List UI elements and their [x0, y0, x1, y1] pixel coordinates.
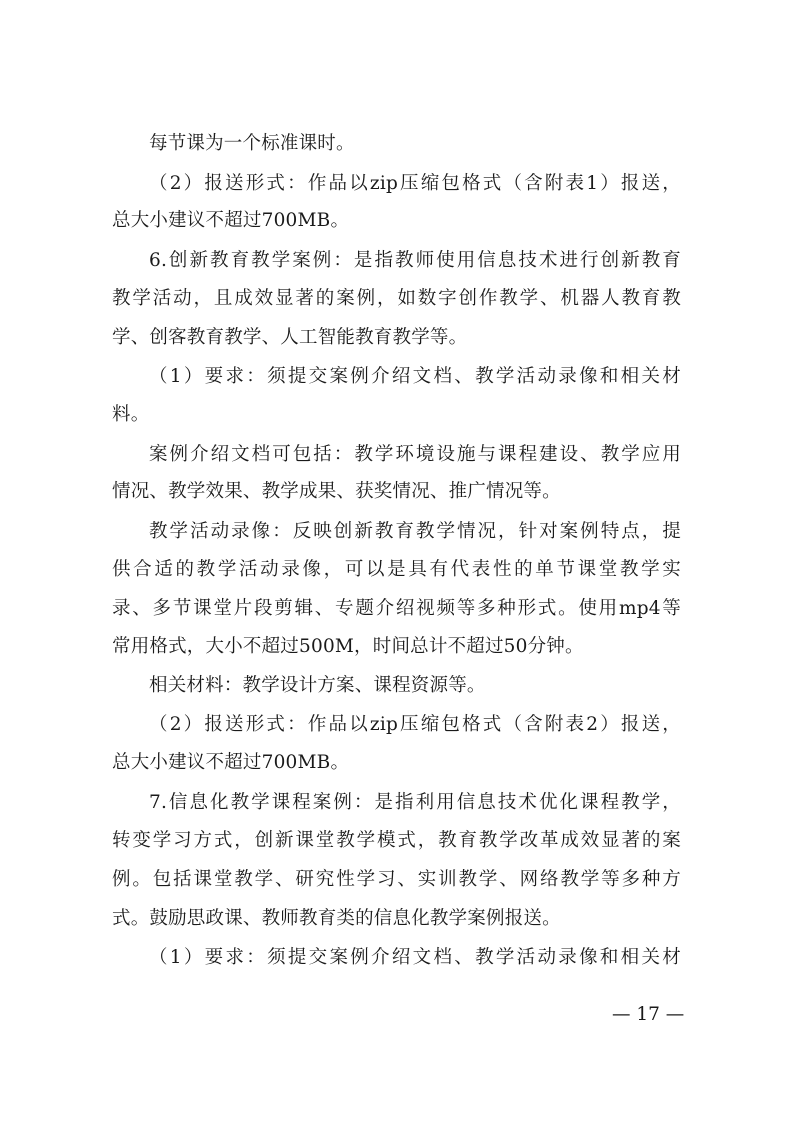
text-line: （2）报送形式：作品以zip压缩包格式（含附表2）报送， [149, 714, 681, 735]
text-line: 常用格式，大小不超过500M，时间总计不超过50分钟。 [112, 636, 584, 657]
text-line: 教学活动录像：反映创新教育教学情况，针对案例特点，提 [149, 521, 681, 542]
text-line: 每节课为一个标准课时。 [149, 133, 355, 154]
text-line: （1）要求：须提交案例介绍文档、教学活动录像和相关材 [149, 947, 681, 968]
text-line: （2）报送形式：作品以zip压缩包格式（含附表1）报送， [149, 173, 681, 194]
text-line: 情况、教学效果、教学成果、获奖情况、推广情况等。 [112, 481, 561, 502]
page-number: — 17 — [612, 1004, 685, 1025]
text-line: 总大小建议不超过700MB。 [112, 752, 350, 773]
text-line: 录、多节课堂片段剪辑、专题介绍视频等多种形式。使用mp4等 [112, 598, 681, 619]
text-line: 学、创客教育教学、人工智能教育教学等。 [112, 327, 468, 348]
text-line: 供合适的教学活动录像，可以是具有代表性的单节课堂教学实 [112, 559, 681, 580]
text-line: 式。鼓励思政课、教师教育类的信息化教学案例报送。 [112, 908, 561, 929]
text-line: （1）要求：须提交案例介绍文档、教学活动录像和相关材 [149, 366, 681, 387]
text-line: 教学活动，且成效显著的案例，如数字创作教学、机器人教育教 [112, 288, 681, 309]
text-line: 6.创新教育教学案例：是指教师使用信息技术进行创新教育 [149, 250, 681, 271]
text-line: 案例介绍文档可包括：教学环境设施与课程建设、教学应用 [149, 444, 681, 465]
text-line: 总大小建议不超过700MB。 [112, 210, 350, 231]
text-line: 例。包括课堂教学、研究性学习、实训教学、网络教学等多种方 [112, 869, 681, 890]
text-line: 相关材料：教学设计方案、课程资源等。 [149, 675, 486, 696]
text-line: 7.信息化教学课程案例：是指利用信息技术优化课程教学， [149, 792, 681, 813]
text-line: 转变学习方式，创新课堂教学模式，教育教学改革成效显著的案 [112, 830, 681, 851]
text-line: 料。 [112, 404, 150, 425]
